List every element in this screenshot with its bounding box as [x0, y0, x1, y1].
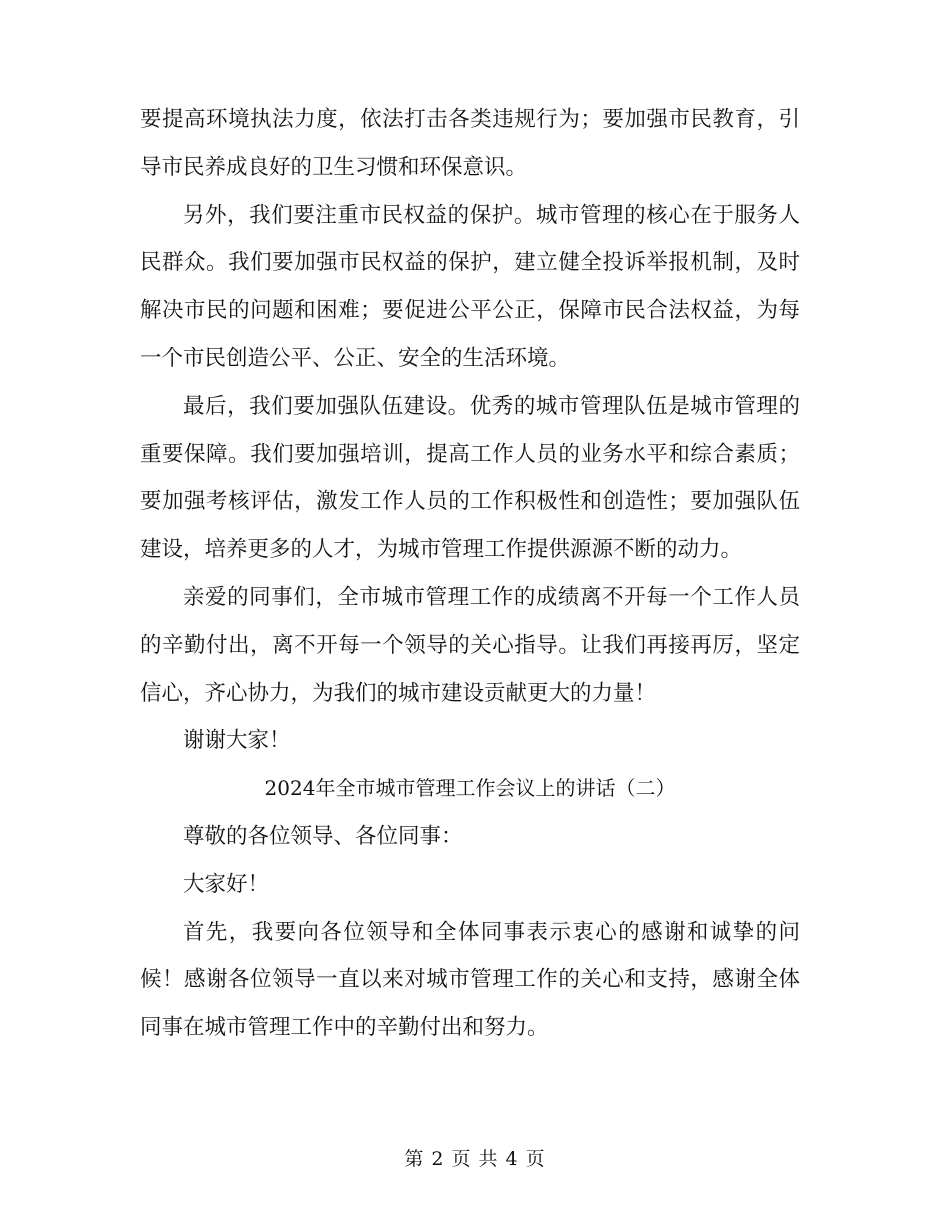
section-title: 2024年全市城市管理工作会议上的讲话（二） [264, 776, 676, 801]
paragraph-salutation: 尊敬的各位领导、各位同事： [183, 823, 463, 849]
paragraph-greeting: 大家好！ [183, 871, 270, 897]
paragraph-continuation: 要提高环境执法力度，依法打击各类违规行为；要加强市民教育，引导市民养成良好的卫生习惯和环保意识。 [140, 107, 800, 180]
page-number-footer: 第 2 页 共 4 页 [404, 1148, 546, 1170]
paragraph-citizen-rights: 另外，我们要注重市民权益的保护。城市管理的核心在于服务人民群众。我们要加强市民权益的保护，建立健全投诉举报机制，及时解决市民的问题和困难；要促进公平公正，保障市民合法权益，为每一个市民创造公平、公正、安全的生活环境。 [140, 202, 800, 371]
document-body [140, 96, 800, 1052]
paragraph-thanks: 谢谢大家！ [183, 728, 291, 754]
paragraph-opening: 首先，我要向各位领导和全体同事表示衷心的感谢和诚挚的问候！感谢各位领导一直以来对城市管理工作的关心和支持，感谢全体同事在城市管理工作中的辛勤付出和努力。 [140, 919, 800, 1041]
paragraph-closing-appeal: 亲爱的同事们，全市城市管理工作的成绩离不开每一个工作人员的辛勤付出，离不开每一个领导的关心指导。让我们再接再厉，坚定信心，齐心协力，为我们的城市建设贡献更大的力量！ [140, 584, 800, 706]
paragraph-team-building: 最后，我们要加强队伍建设。优秀的城市管理队伍是城市管理的重要保障。我们要加强培训，提高工作人员的业务水平和综合素质；要加强考核评估，激发工作人员的工作积极性和创造性；要加强队伍建设，培养更多的人才，为城市管理工作提供源源不断的动力。 [140, 393, 800, 563]
